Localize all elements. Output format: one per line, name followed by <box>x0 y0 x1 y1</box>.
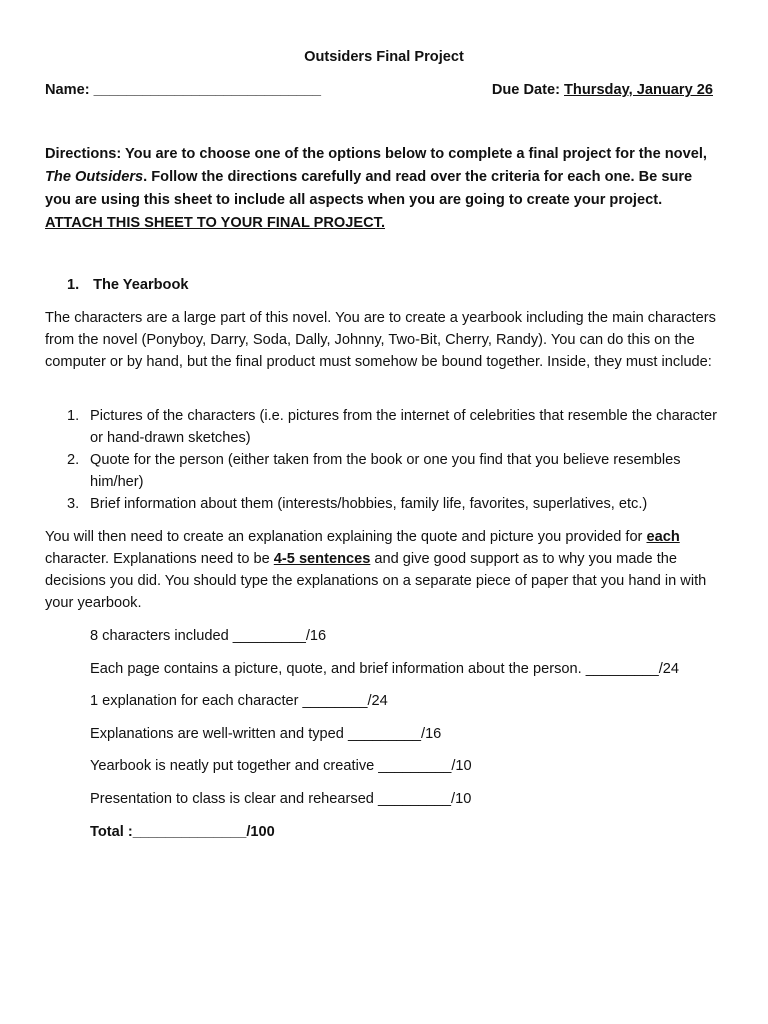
explanation-part3: and give good support as to why you made the decisions you did. You should type the explanations on a separate piece of paper that you hand in with your yearbook. <box>45 551 707 611</box>
directions-lead: Directions: You are to choose one of the options below to complete a final project for the novel, <box>45 146 707 162</box>
requirements-list <box>45 405 717 515</box>
due-date-label: Due Date: <box>491 82 560 98</box>
section-title: The Yearbook <box>93 277 189 293</box>
emphasis-each: each <box>646 529 680 545</box>
name-label: Name: <box>45 82 90 98</box>
explanation-part1: You will then need to create an explanation explaining the quote and picture you provided for <box>45 529 647 545</box>
grading-rubric <box>90 625 730 853</box>
emphasis-sentences: 4-5 sentences <box>273 551 371 567</box>
list-text: Pictures of the characters (i.e. pictures from the internet of celebrities that resemble the character or hand-drawn sketches) <box>90 408 718 446</box>
rubric-line: Explanations are well-written and typed _________/16 <box>90 725 442 742</box>
list-number: 2. <box>67 452 80 468</box>
list-item <box>45 449 717 493</box>
name-blank: ____________________________ <box>93 82 321 98</box>
rubric-line: Presentation to class is clear and rehearsed _________/10 <box>90 790 472 807</box>
list-text: Quote for the person (either taken from the book or one you find that you believe resembles him/her) <box>90 452 681 490</box>
list-text: Brief information about them (interests/hobbies, family life, favorites, superlatives, etc.) <box>90 496 648 512</box>
rubric-line: Each page contains a picture, quote, and brief information about the person. _________/24 <box>90 660 680 677</box>
section-heading-yearbook <box>67 274 189 296</box>
section-number: 1. <box>67 277 80 293</box>
header-row <box>45 79 713 101</box>
rubric-total: Total :______________/100 <box>90 823 275 840</box>
list-item <box>45 493 717 515</box>
novel-title: The Outsiders <box>45 169 144 185</box>
directions-paragraph <box>45 143 717 235</box>
name-field <box>45 79 321 101</box>
list-number: 1. <box>67 408 80 424</box>
rubric-line: 8 characters included _________/16 <box>90 628 327 644</box>
explanation-paragraph <box>45 526 717 614</box>
explanation-part2: character. Explanations need to be <box>45 551 274 567</box>
due-date-value: Thursday, January 26 <box>564 82 713 98</box>
page-title: Outsiders Final Project <box>304 49 464 65</box>
intro-paragraph: The characters are a large part of this novel. You are to create a yearbook including the main characters from the novel (Ponyboy, Darry, Soda, Dally, Johnny, Two-Bit, Cherry, Randy). You can do this on the computer or by hand, but the final product must somehow be bound together. Inside, they must include: <box>45 310 716 370</box>
rubric-line: 1 explanation for each character ________/24 <box>90 693 388 710</box>
directions-body: . Follow the directions carefully and read over the criteria for each one. Be sure you are using this sheet to include all aspects when you are going to create your project. <box>45 169 693 208</box>
list-number: 3. <box>67 496 80 512</box>
list-item <box>45 405 717 449</box>
rubric-line: Yearbook is neatly put together and creative _________/10 <box>90 758 472 775</box>
due-date-field <box>492 79 713 101</box>
attach-instruction: ATTACH THIS SHEET TO YOUR FINAL PROJECT. <box>45 215 386 231</box>
